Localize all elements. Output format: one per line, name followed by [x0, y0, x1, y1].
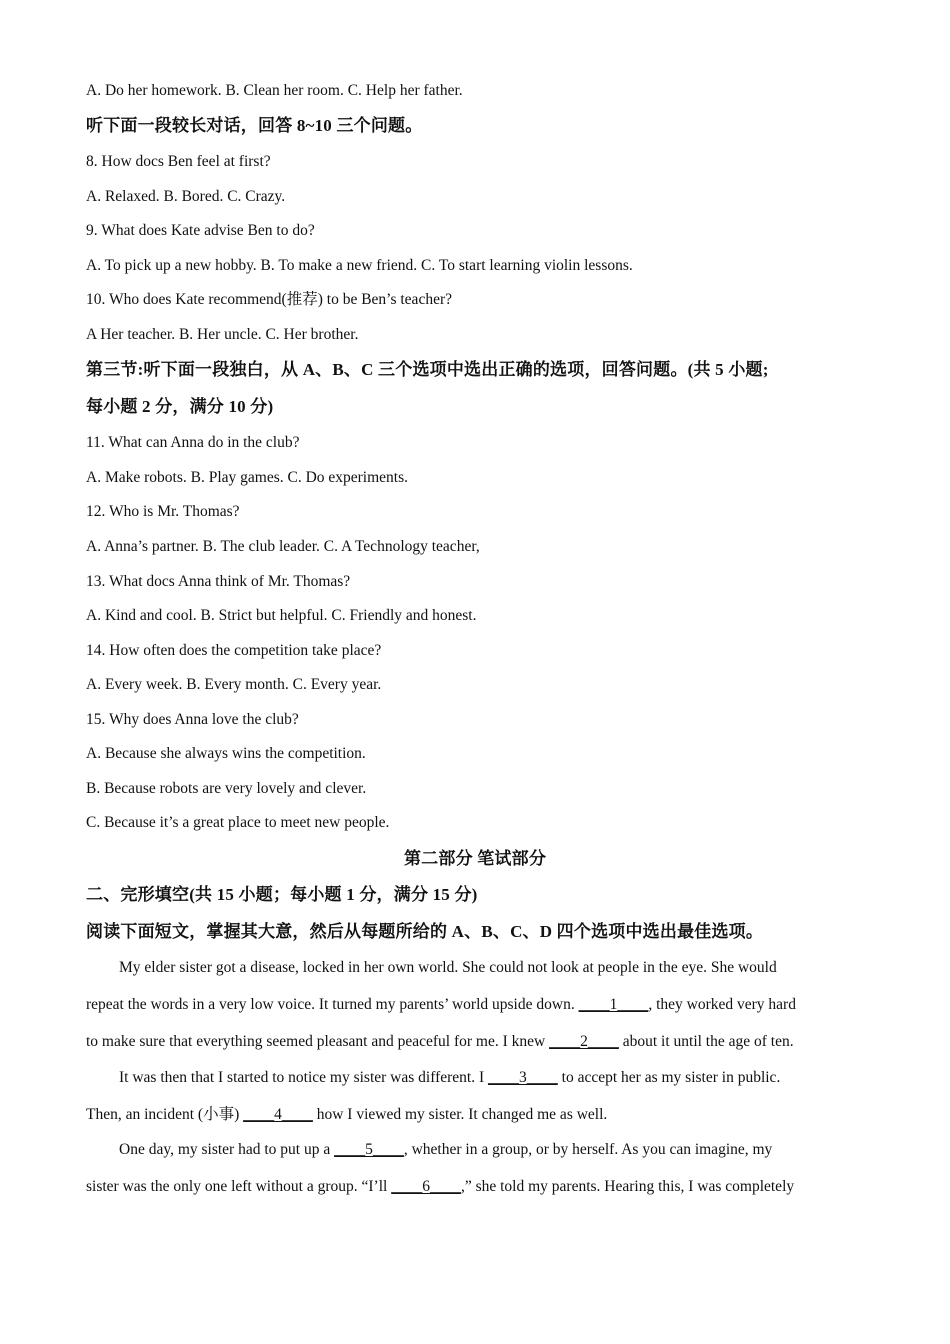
question-10: 10. Who does Kate recommend(推荐) to be Ben’s teacher?	[86, 291, 452, 308]
blank-4: ____4____	[243, 1106, 313, 1123]
passage-line-7	[86, 1177, 794, 1197]
passage-text: to make sure that everything seemed pleasant and peaceful for me. I knew	[86, 1033, 550, 1050]
passage-text: ,” she told my parents. Hearing this, I was completely	[460, 1178, 795, 1195]
blank-5: ____5____	[334, 1141, 404, 1158]
question-14: 14. How often does the competition take place?	[86, 642, 382, 659]
passage-line-6	[119, 1140, 772, 1160]
passage-text: sister was the only one left without a group. “I’ll	[86, 1178, 392, 1195]
section3-heading-line2: 每小题 2 分，满分 10 分)	[86, 397, 274, 416]
blank-6: ____6____	[391, 1178, 461, 1195]
question-15-option-a: A. Because she always wins the competition.	[86, 745, 366, 762]
question-13: 13. What docs Anna think of Mr. Thomas?	[86, 573, 351, 590]
passage-text: how I viewed my sister. It changed me as well.	[312, 1106, 608, 1123]
passage-line-5	[86, 1105, 607, 1125]
cloze-heading: 二、完形填空(共 15 小题；每小题 1 分，满分 15 分)	[86, 885, 478, 904]
q7-options: A. Do her homework. B. Clean her room. C. Help her father.	[86, 82, 463, 99]
passage-text: , they worked very hard	[648, 996, 796, 1013]
question-9-options: A. To pick up a new hobby. B. To make a new friend. C. To start learning violin lessons.	[86, 257, 633, 274]
blank-2: ____2____	[549, 1033, 619, 1050]
question-10-options: A Her teacher. B. Her uncle. C. Her brother.	[86, 326, 359, 343]
section-heading-long-dialog: 听下面一段较长对话，回答 8~10 三个问题。	[86, 116, 423, 135]
cloze-instruction: 阅读下面短文，掌握其大意，然后从每题所给的 A、B、C、D 四个选项中选出最佳选项。	[86, 922, 764, 941]
passage-text: to accept her as my sister in public.	[557, 1069, 781, 1086]
passage-line-1: My elder sister got a disease, locked in her own world. She could not look at people in the eye. She would	[119, 959, 777, 976]
question-15-option-c: C. Because it’s a great place to meet new people.	[86, 814, 390, 831]
passage-line-4	[119, 1068, 780, 1088]
section3-heading-line1: 第三节:听下面一段独白，从 A、B、C 三个选项中选出正确的选项，回答问题。(共 5 小题;	[86, 360, 769, 379]
question-12-options: A. Anna’s partner. B. The club leader. C. A Technology teacher,	[86, 538, 480, 555]
question-11-options: A. Make robots. B. Play games. C. Do experiments.	[86, 469, 409, 486]
passage-text: It was then that I started to notice my sister was different. I	[119, 1069, 489, 1086]
part-title: 第二部分 笔试部分	[403, 849, 547, 868]
question-15: 15. Why does Anna love the club?	[86, 711, 299, 728]
blank-1: ____1____	[578, 996, 649, 1013]
question-15-option-b: B. Because robots are very lovely and clever.	[86, 780, 367, 797]
passage-text: , whether in a group, or by herself. As you can imagine, my	[403, 1141, 773, 1158]
passage-text: repeat the words in a very low voice. It turned my parents’ world upside down.	[86, 996, 579, 1013]
question-13-options: A. Kind and cool. B. Strict but helpful. C. Friendly and honest.	[86, 607, 477, 624]
passage-text: One day, my sister had to put up a	[119, 1141, 335, 1158]
question-12: 12. Who is Mr. Thomas?	[86, 503, 240, 520]
question-11: 11. What can Anna do in the club?	[86, 434, 300, 451]
question-8-options: A. Relaxed. B. Bored. C. Crazy.	[86, 188, 286, 205]
passage-text: Then, an incident (小事)	[86, 1106, 244, 1123]
question-8: 8. How docs Ben feel at first?	[86, 153, 271, 170]
question-9: 9. What does Kate advise Ben to do?	[86, 222, 315, 239]
passage-line-3	[86, 1032, 794, 1052]
passage-line-2	[86, 995, 796, 1015]
question-14-options: A. Every week. B. Every month. C. Every year.	[86, 676, 382, 693]
blank-3: ____3____	[488, 1069, 558, 1086]
passage-text: about it until the age of ten.	[618, 1033, 794, 1050]
